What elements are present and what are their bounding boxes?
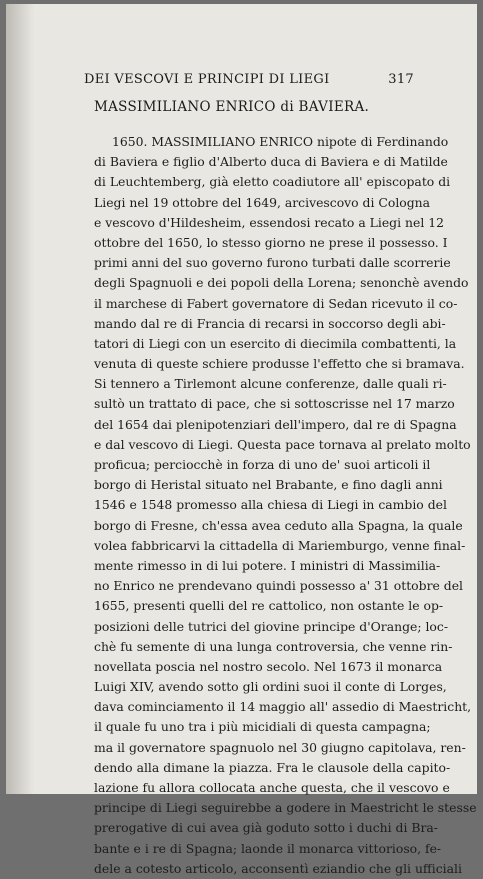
text-line: e dal vescovo di Liegi. Questa pace tornava al prelato molto <box>94 436 471 452</box>
text-line: il quale fu uno tra i più micidiali di questa campagna; <box>94 719 431 735</box>
text-line: posizioni delle tutrici del giovine principe d'Orange; loc- <box>94 618 449 634</box>
text-line: dava cominciamento il 14 maggio all' assedio di Maestricht, <box>94 699 472 715</box>
text-line: e vescovo d'Hildesheim, essendosi recato a Liegi nel 12 <box>94 214 444 230</box>
text-line: chè fu semente di una lunga controversia, che venne rin- <box>94 638 453 654</box>
body-text <box>94 132 477 879</box>
text-line: mente rimesso in di lui potere. I ministri di Massimilia- <box>94 557 441 573</box>
text-line: sultò un trattato di pace, che si sottoscrisse nel 17 marzo <box>94 396 455 412</box>
text-line: primi anni del suo governo furono turbati dalle scorrerie <box>94 255 451 271</box>
text-line: Si tennero a Tirlemont alcune conferenze, dalle quali ri- <box>94 376 447 392</box>
text-line: Luigi XIV, avendo sotto gli ordini suoi il conte di Lorges, <box>94 679 447 695</box>
text-line: del 1654 dai plenipotenziari dell'impero, dal re di Spagna <box>94 416 457 432</box>
text-line: tatori di Liegi con un esercito di diecimila combattenti, la <box>94 335 457 351</box>
text-line: prerogative di cui avea già goduto sotto i duchi di Bra- <box>94 820 438 836</box>
text-line: lazione fu allora collocata anche questa, che il vescovo e <box>94 780 450 795</box>
section-title: MASSIMILIANO ENRICO di BAVIERA. <box>94 99 370 115</box>
text-line: volea fabbricarvi la cittadella di Mariemburgo, venne final- <box>94 537 466 553</box>
text-line: di Baviera e figlio d'Alberto duca di Baviera e di Matilde <box>94 154 448 170</box>
page-gutter-shadow <box>6 4 34 794</box>
page-number: 317 <box>388 72 414 87</box>
text-line: ma il governatore spagnuolo nel 30 giugno capitolava, ren- <box>94 739 466 755</box>
text-line: il marchese di Fabert governatore di Sedan ricevuto il co- <box>94 295 458 311</box>
text-line: dele a cotesto articolo, acconsentì eziandio che gli ufficiali <box>94 860 462 876</box>
text-line: venuta di queste schiere produsse l'effetto che si bramava. <box>94 356 465 372</box>
text-line: dendo alla dimane la piazza. Fra le clausole della capito- <box>94 759 451 775</box>
text-line: borgo di Heristal situato nel Brabante, e fino dagli anni <box>94 477 443 493</box>
text-line: principe di Liegi seguirebbe a godere in Maestricht le stesse <box>94 800 477 816</box>
text-line: proficua; perciocchè in forza di uno de' suoi articoli il <box>94 457 431 472</box>
text-line: Liegi nel 19 ottobre del 1649, arcivescovo di Cologna <box>94 194 431 210</box>
running-head-title: DEI VESCOVI E PRINCIPI DI LIEGI <box>84 72 330 87</box>
text-line: borgo di Fresne, ch'essa avea ceduto alla Spagna, la quale <box>94 517 463 533</box>
text-line: 1650. MASSIMILIANO ENRICO nipote di Ferdinando <box>112 134 449 149</box>
book-page <box>6 4 477 876</box>
text-line: novellata poscia nel nostro secolo. Nel 1673 il monarca <box>94 658 443 674</box>
text-line: di Leuchtemberg, già eletto coadiutore all' episcopato di <box>94 174 451 190</box>
running-head <box>84 72 414 87</box>
text-line: no Enrico ne prendevano quindi possesso a' 31 ottobre del <box>94 578 463 594</box>
text-line: degli Spagnuoli e dei popoli della Lorena; senonchè avendo <box>94 275 469 291</box>
text-line: bante e i re di Spagna; laonde il monarca vittorioso, fe- <box>94 840 442 856</box>
text-line: 1655, presenti quelli del re cattolico, non ostante le op- <box>94 598 444 614</box>
text-line: 1546 e 1548 promesso alla chiesa di Liegi in cambio del <box>94 497 447 513</box>
text-line: ottobre del 1650, lo stesso giorno ne prese il possesso. I <box>94 234 448 250</box>
text-line: mando dal re di Francia di recarsi in soccorso degli abi- <box>94 315 446 331</box>
